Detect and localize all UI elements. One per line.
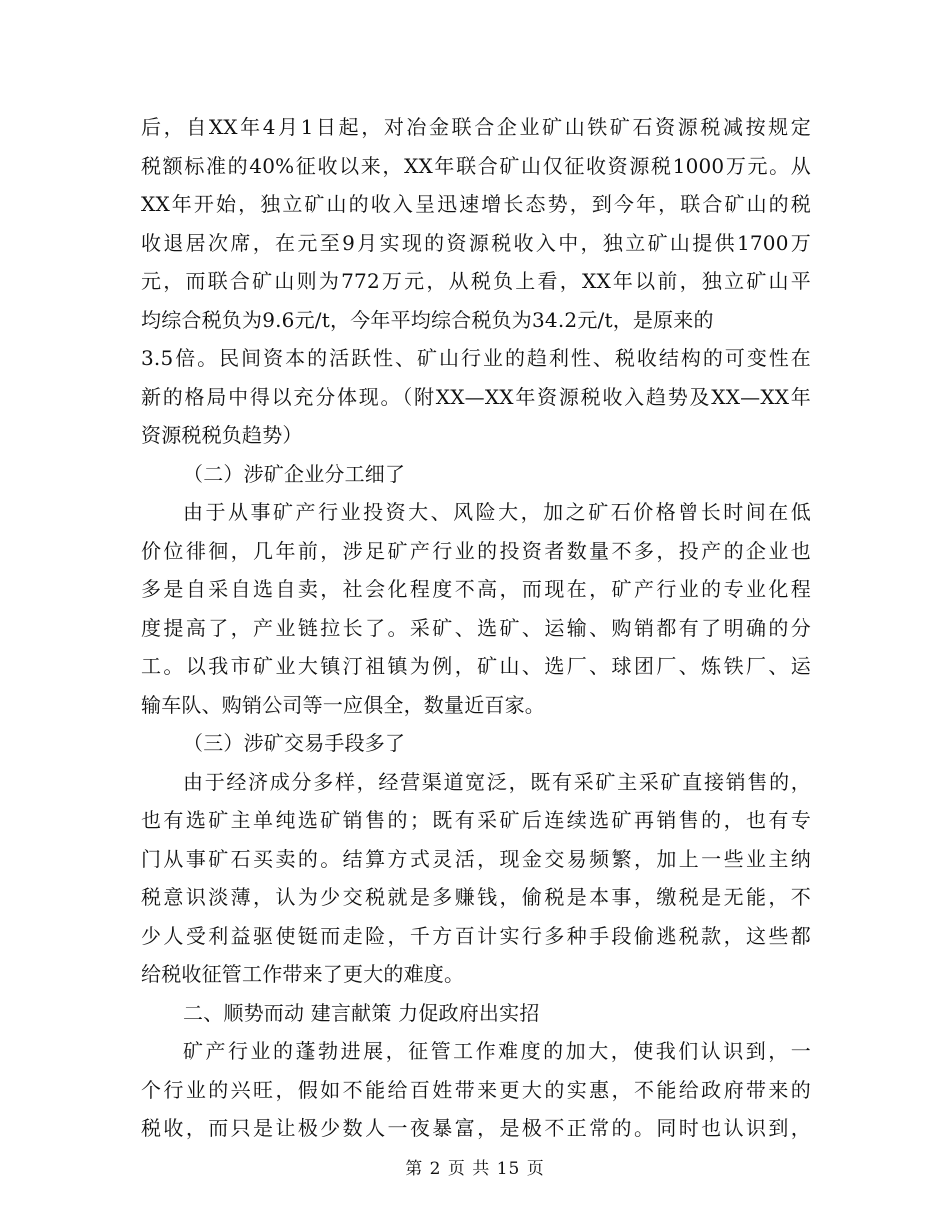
text-line: 价位徘徊，几年前，涉足矿产行业的投资者数量不多，投产的企业也 xyxy=(141,538,811,563)
text-line: 由于经济成分多样，经营渠道宽泛，既有采矿主采矿直接销售的， xyxy=(183,769,811,794)
text-line: 工。以我市矿业大镇汀祖镇为例，矿山、选厂、球团厂、炼铁厂、运 xyxy=(141,654,811,678)
text-line: 均综合税负为9.6元/t，今年平均综合税负为34.2元/t，是原来的 xyxy=(141,307,714,332)
text-line: 个行业的兴旺，假如不能给百姓带来更大的实惠，不能给政府带来的 xyxy=(141,1077,811,1102)
text-line: 由于从事矿产行业投资大、风险大，加之矿石价格曾长时间在低 xyxy=(183,500,811,524)
text-line: 资源税税负趋势） xyxy=(141,423,303,447)
text-line: 多是自采自选自卖，社会化程度不高，而现在，矿产行业的专业化程 xyxy=(141,577,811,601)
text-line: XX年开始，独立矿山的收入呈迅速增长态势，到今年，联合矿山的税 xyxy=(141,192,811,216)
text-line: 3.5倍。民间资本的活跃性、矿山行业的趋利性、税收结构的可变性在 xyxy=(141,346,811,370)
body-text xyxy=(141,108,811,1148)
text-line: 后，自XX年4月1日起，对冶金联合企业矿山铁矿石资源税减按规定 xyxy=(141,115,811,139)
text-line: 度提高了，产业链拉长了。采矿、选矿、运输、购销都有了明确的分 xyxy=(141,615,811,640)
section-heading: 二、顺势而动 建言献策 力促政府出实招 xyxy=(183,1000,540,1025)
section-heading: （二）涉矿企业分工细了 xyxy=(183,461,406,486)
text-line: 元，而联合矿山则为772万元，从税负上看，XX年以前，独立矿山平 xyxy=(141,269,811,293)
text-line: 税意识淡薄，认为少交税就是多赚钱，偷税是本事，缴税是无能，不 xyxy=(141,885,811,909)
text-line: 矿产行业的蓬勃进展，征管工作难度的加大，使我们认识到，一 xyxy=(183,1039,811,1063)
text-line: 输车队、购销公司等一应俱全，数量近百家。 xyxy=(141,692,545,717)
text-line: 少人受利益驱使铤而走险，千方百计实行多种手段偷逃税款，这些都 xyxy=(141,923,811,948)
text-line: 给税收征管工作带来了更大的难度。 xyxy=(141,962,465,986)
text-line: 税额标准的40%征收以来，XX年联合矿山仅征收资源税1000万元。从 xyxy=(141,153,811,178)
text-line: 门从事矿石买卖的。结算方式灵活，现金交易频繁，加上一些业主纳 xyxy=(141,846,811,871)
section-heading: （三）涉矿交易手段多了 xyxy=(183,731,406,755)
page-number: 第 2 页 共 15 页 xyxy=(405,1159,545,1179)
text-line: 收退居次席，在元至9月实现的资源税收入中，独立矿山提供1700万 xyxy=(141,230,811,255)
text-line: 也有选矿主单纯选矿销售的；既有采矿后连续选矿再销售的，也有专 xyxy=(141,808,811,832)
text-line: 新的格局中得以充分体现。（附XX—XX年资源税收入趋势及XX—XX年 xyxy=(141,384,811,409)
text-line: 税收，而只是让极少数人一夜暴富，是极不正常的。同时也认识到， xyxy=(141,1116,811,1140)
